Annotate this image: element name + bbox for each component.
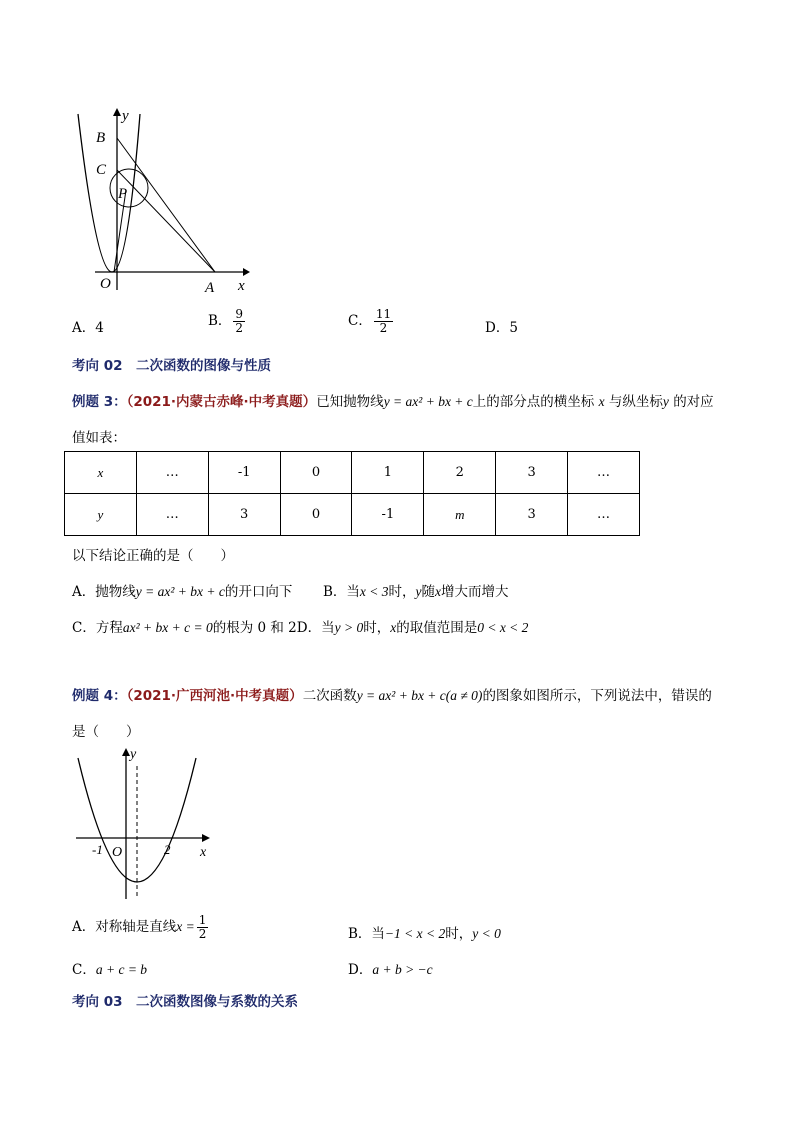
- figure-parabola-roots: [68, 744, 218, 904]
- example4-option-d: D．a + b > −c: [348, 962, 433, 978]
- parabola-curve: [78, 114, 140, 272]
- table-cell: m: [424, 494, 496, 536]
- example3-option-b: B．当x < 3时，y随x增大而增大: [323, 584, 509, 600]
- x-axis-arrow: [202, 834, 210, 842]
- label-O: O: [112, 845, 123, 860]
- fraction-9-2: $\frac{9}{2}$: [235, 307, 244, 335]
- example3-source: （2021·内蒙古赤峰·中考真题）: [126, 394, 317, 410]
- example3-option-c-d: C．方程ax² + bx + c = 0的根为 0 和 2D．当y > 0时，x的取值范围是0 < x < 2: [72, 620, 529, 636]
- x-axis-arrow: [243, 268, 250, 276]
- example4-source: （2021·广西河池·中考真题）: [126, 688, 303, 704]
- table-cell: 0: [280, 494, 352, 536]
- circle-P: [110, 169, 148, 207]
- label-P: P: [118, 186, 128, 202]
- table-cell: …: [136, 452, 208, 494]
- example3-label: 例题 3：: [72, 394, 127, 410]
- example3-option-a: A．抛物线y = ax² + bx + c的开口向下: [72, 584, 293, 600]
- example4-formula: y = ax² + bx + c(a ≠ 0): [356, 688, 483, 703]
- label-two: 2: [164, 842, 171, 857]
- section-heading-03: 考向 03 二次函数图像与系数的关系: [72, 994, 298, 1010]
- table-row-x: [65, 452, 640, 494]
- y-axis-arrow: [113, 108, 121, 116]
- fraction-11-2: $\frac{11}{2}$: [375, 307, 392, 335]
- figure-parabola-triangle: [60, 100, 260, 300]
- table-cell: -1: [208, 452, 280, 494]
- section-heading-02: 考向 02 二次函数的图像与性质: [72, 358, 271, 374]
- prev-option-a: A．4: [72, 320, 104, 336]
- example4-option-a: A．对称轴是直线x = $\frac{1}{2}$: [72, 913, 207, 941]
- example4-label: 例题 4：: [72, 688, 127, 704]
- example3-formula: y = ax² + bx + c: [383, 394, 473, 409]
- y-axis-arrow: [122, 748, 130, 756]
- example4-option-b: B．当−1 < x < 2时，y < 0: [348, 926, 501, 942]
- table-cell: …: [136, 494, 208, 536]
- example3-question: 以下结论正确的是（ ）: [72, 548, 234, 564]
- table-cell: 1: [352, 452, 424, 494]
- table-cell: 0: [280, 452, 352, 494]
- label-x: x: [238, 278, 245, 294]
- prev-option-c: C． $\frac{11}{2}$: [348, 307, 392, 335]
- prev-option-d: D．5: [485, 320, 518, 336]
- table-cell: 2: [424, 452, 496, 494]
- fraction-1-2: $\frac{1}{2}$: [198, 913, 207, 941]
- line-CA: [117, 170, 215, 272]
- table-cell: 3: [496, 494, 568, 536]
- prev-option-b: B． $\frac{9}{2}$: [208, 307, 244, 335]
- example4-line2: 是（ ）: [72, 724, 140, 740]
- label-y: y: [122, 108, 129, 124]
- table-cell: 3: [496, 452, 568, 494]
- table-cell: 3: [208, 494, 280, 536]
- value-table: [64, 451, 640, 536]
- table-cell: …: [568, 452, 640, 494]
- table-cell: x: [65, 452, 137, 494]
- example4-line1: 例题 4：（2021·广西河池·中考真题）二次函数y = ax² + bx + c(a ≠ 0)的图象如图所示，下列说法中，错误的: [72, 688, 712, 704]
- line-BA: [117, 138, 215, 272]
- label-C: C: [96, 162, 107, 178]
- table-cell: -1: [352, 494, 424, 536]
- label-B: B: [96, 130, 106, 146]
- example4-option-c: C．a + c = b: [72, 962, 148, 978]
- label-x: x: [200, 845, 207, 860]
- table-cell: …: [568, 494, 640, 536]
- table-row-y: [65, 494, 640, 536]
- example3-line2: 值如表：: [72, 430, 126, 446]
- label-minus-one: -1: [92, 842, 103, 857]
- label-O: O: [100, 276, 111, 292]
- example3-line1: 例题 3：（2021·内蒙古赤峰·中考真题）已知抛物线y = ax² + bx + c上的部分点的横坐标 x 与纵坐标y 的对应: [72, 394, 714, 410]
- label-y: y: [130, 747, 137, 762]
- label-A: A: [205, 280, 215, 296]
- table-cell: y: [65, 494, 137, 536]
